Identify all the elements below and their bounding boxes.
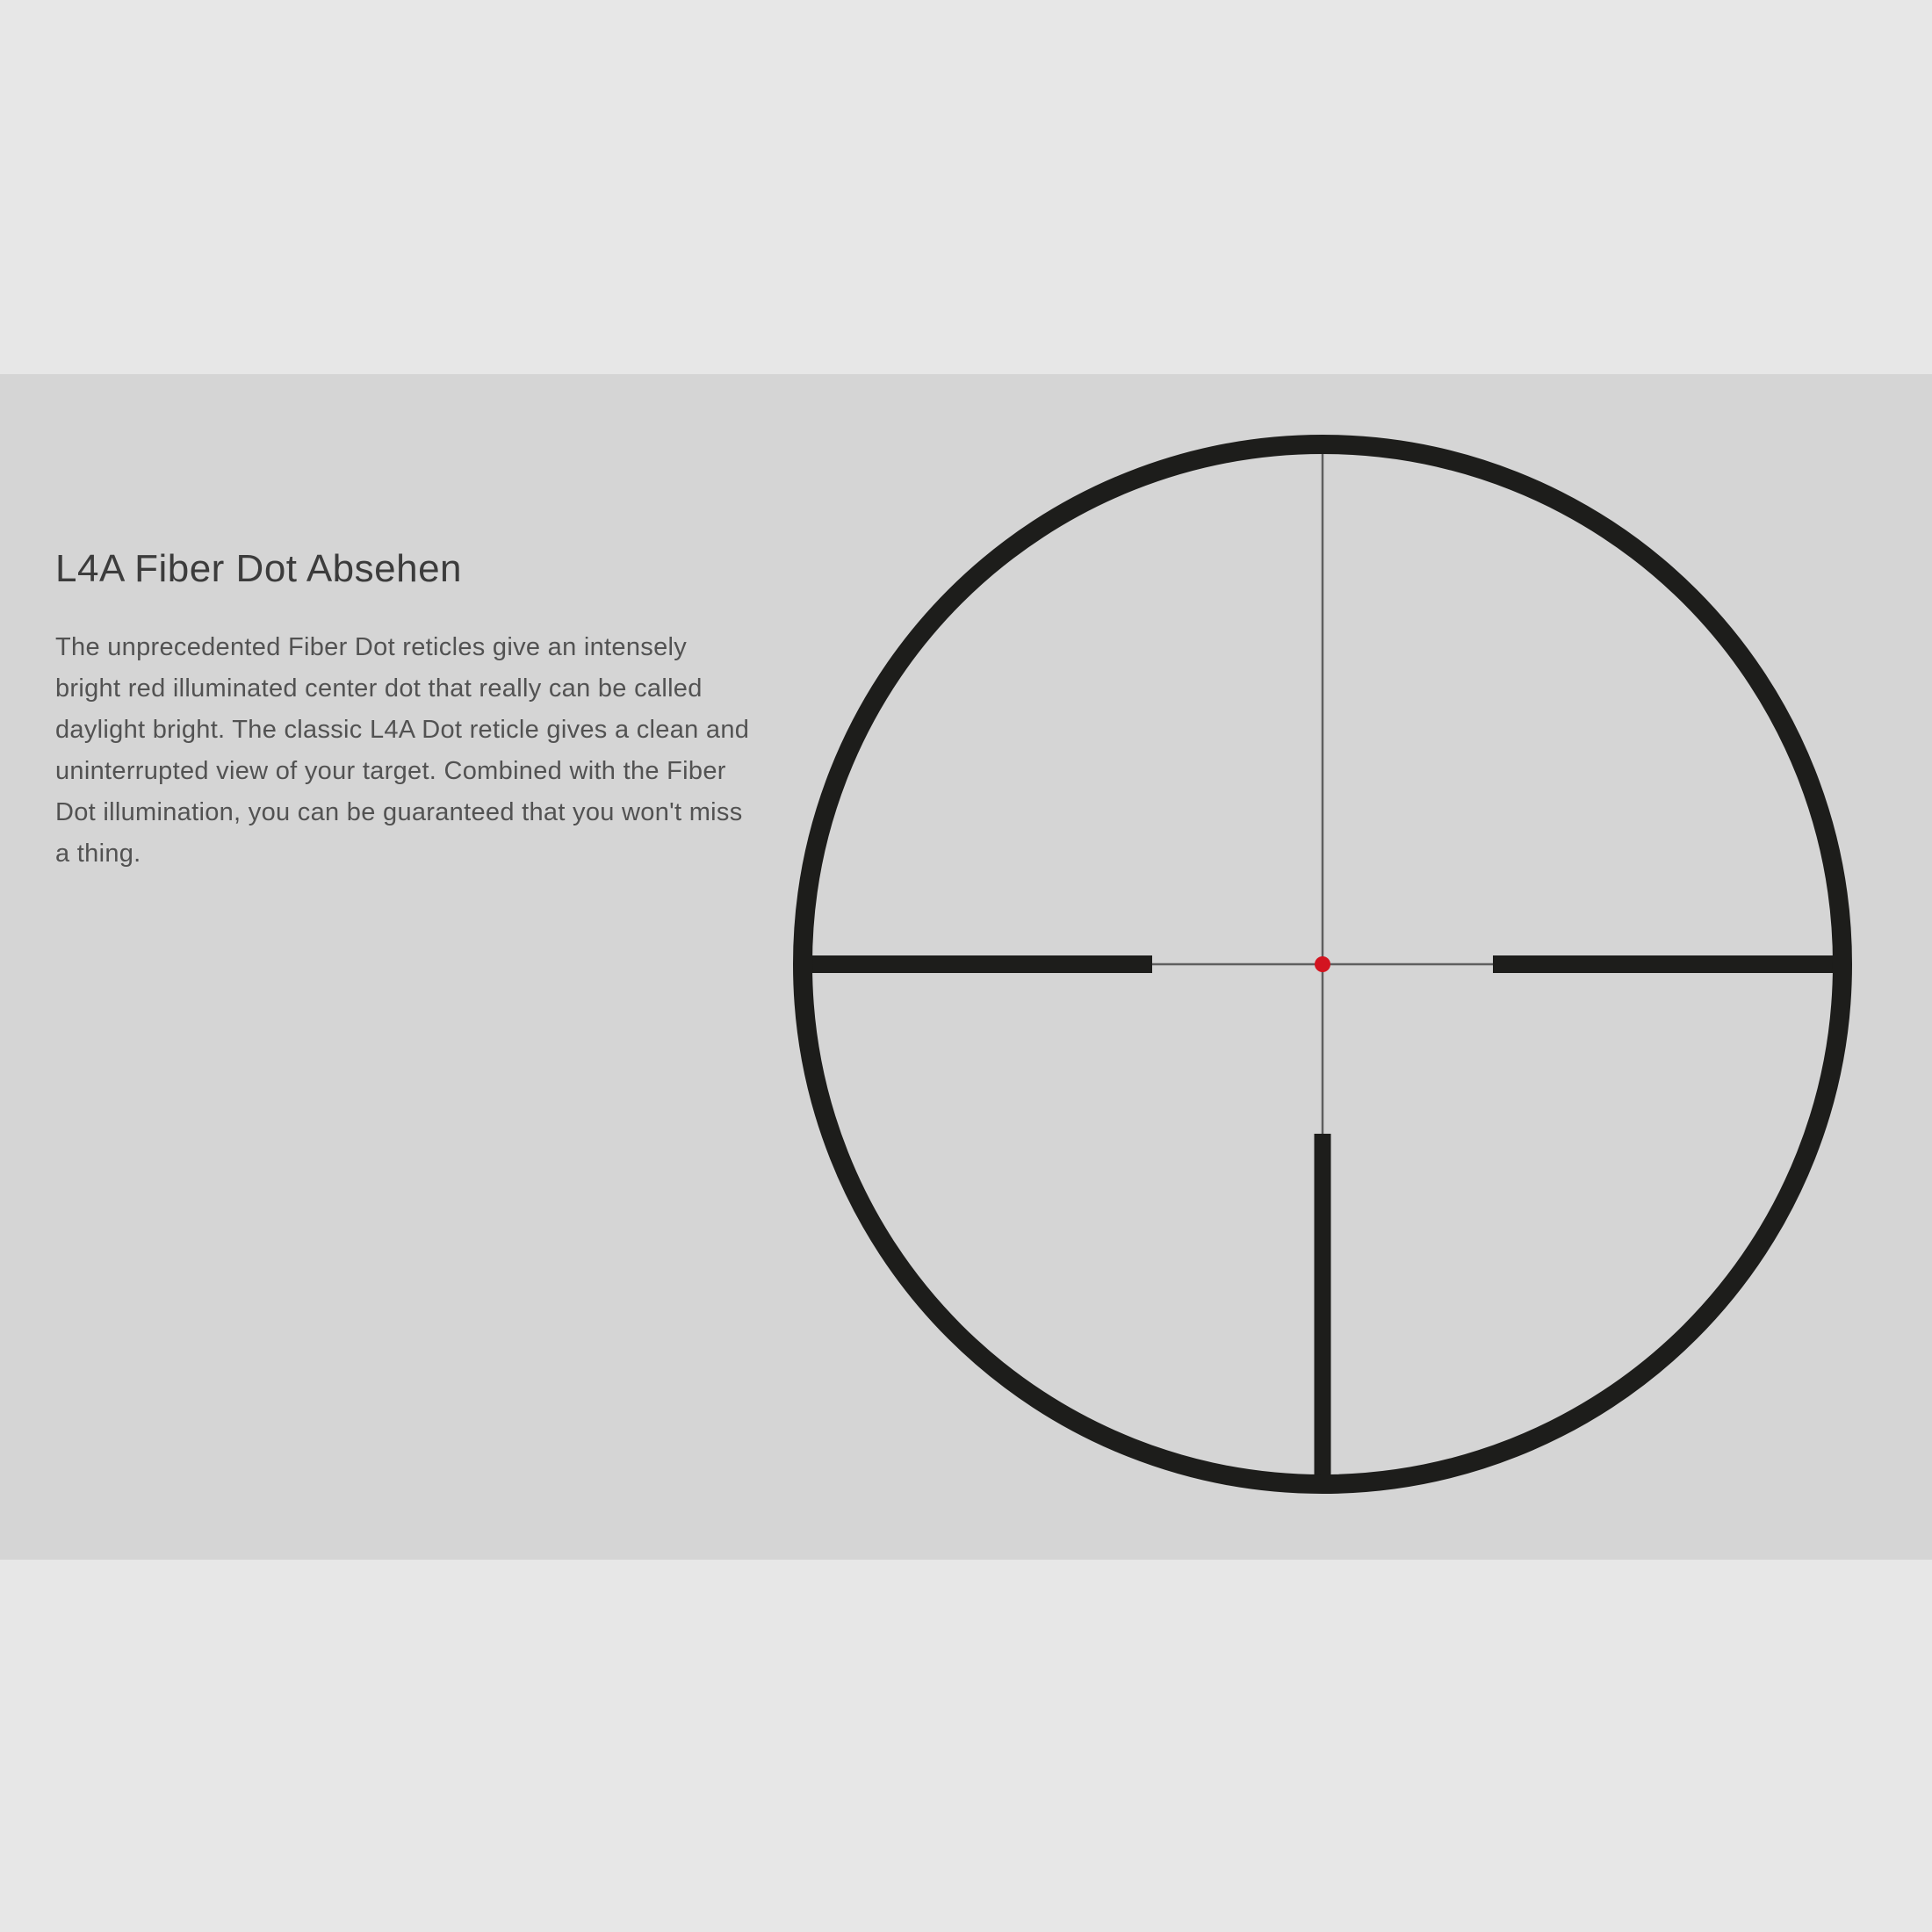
paragraph-line: The unprecedented Fiber Dot reticles give an intensely (55, 632, 688, 661)
paragraph-line: daylight bright. The classic L4A Dot reticle gives a clean and (55, 715, 750, 744)
paragraph-line: bright red illuminated center dot that really can be called (55, 674, 703, 703)
paragraph-line: a thing. (55, 839, 141, 868)
paragraph-line: uninterrupted view of your target. Combined with the Fiber (55, 756, 726, 785)
section-title: L4A Fiber Dot Absehen (55, 547, 463, 590)
fiber-dot (1315, 956, 1330, 972)
paragraph-line: Dot illumination, you can be guaranteed that you won't miss (55, 797, 743, 826)
